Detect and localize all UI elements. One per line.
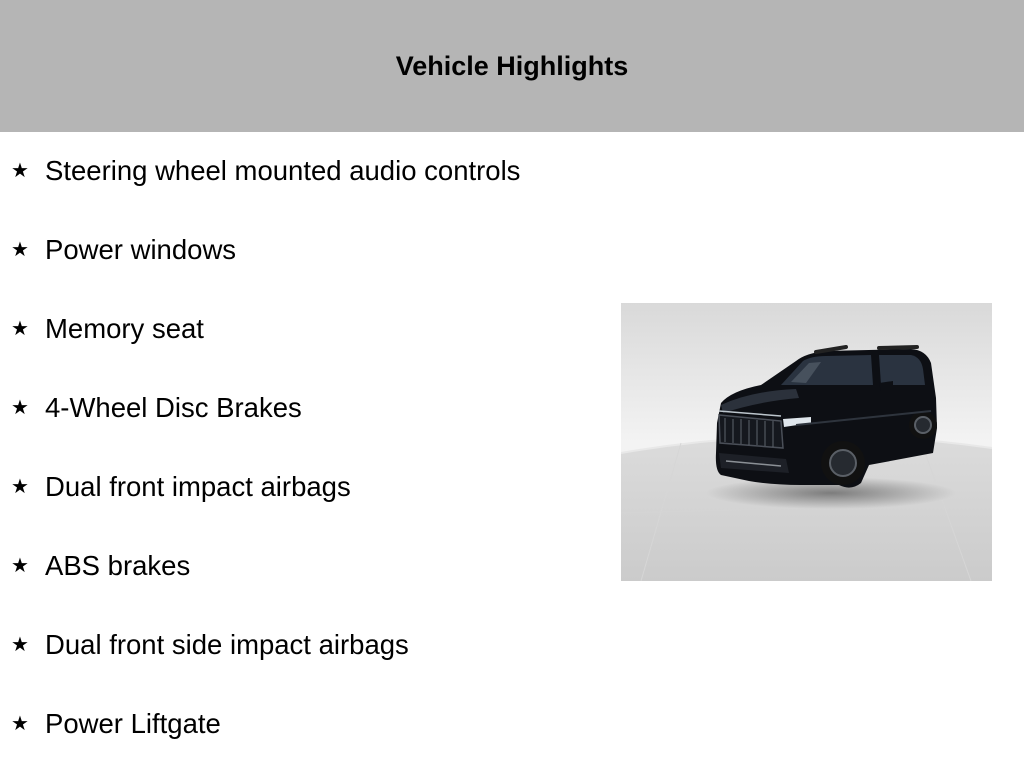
feature-label: Power Liftgate bbox=[45, 708, 221, 739]
star-icon: ★ bbox=[11, 476, 29, 498]
feature-label: Dual front impact airbags bbox=[45, 471, 351, 502]
feature-label: ABS brakes bbox=[45, 550, 191, 581]
star-icon: ★ bbox=[11, 397, 29, 419]
feature-label: Steering wheel mounted audio controls bbox=[45, 155, 521, 186]
star-icon: ★ bbox=[11, 239, 29, 261]
feature-label: Memory seat bbox=[45, 313, 204, 344]
star-icon: ★ bbox=[11, 555, 29, 577]
suv-illustration bbox=[621, 303, 992, 581]
vehicle-photo bbox=[621, 303, 992, 581]
star-icon: ★ bbox=[11, 634, 29, 656]
star-icon: ★ bbox=[11, 318, 29, 340]
star-icon: ★ bbox=[11, 160, 29, 182]
star-icon: ★ bbox=[11, 713, 29, 735]
page-title: Vehicle Highlights bbox=[395, 50, 629, 81]
feature-label: Power windows bbox=[45, 234, 237, 265]
feature-label: 4-Wheel Disc Brakes bbox=[45, 392, 302, 423]
feature-label: Dual front side impact airbags bbox=[45, 629, 409, 660]
highlights-header bbox=[0, 0, 1024, 132]
